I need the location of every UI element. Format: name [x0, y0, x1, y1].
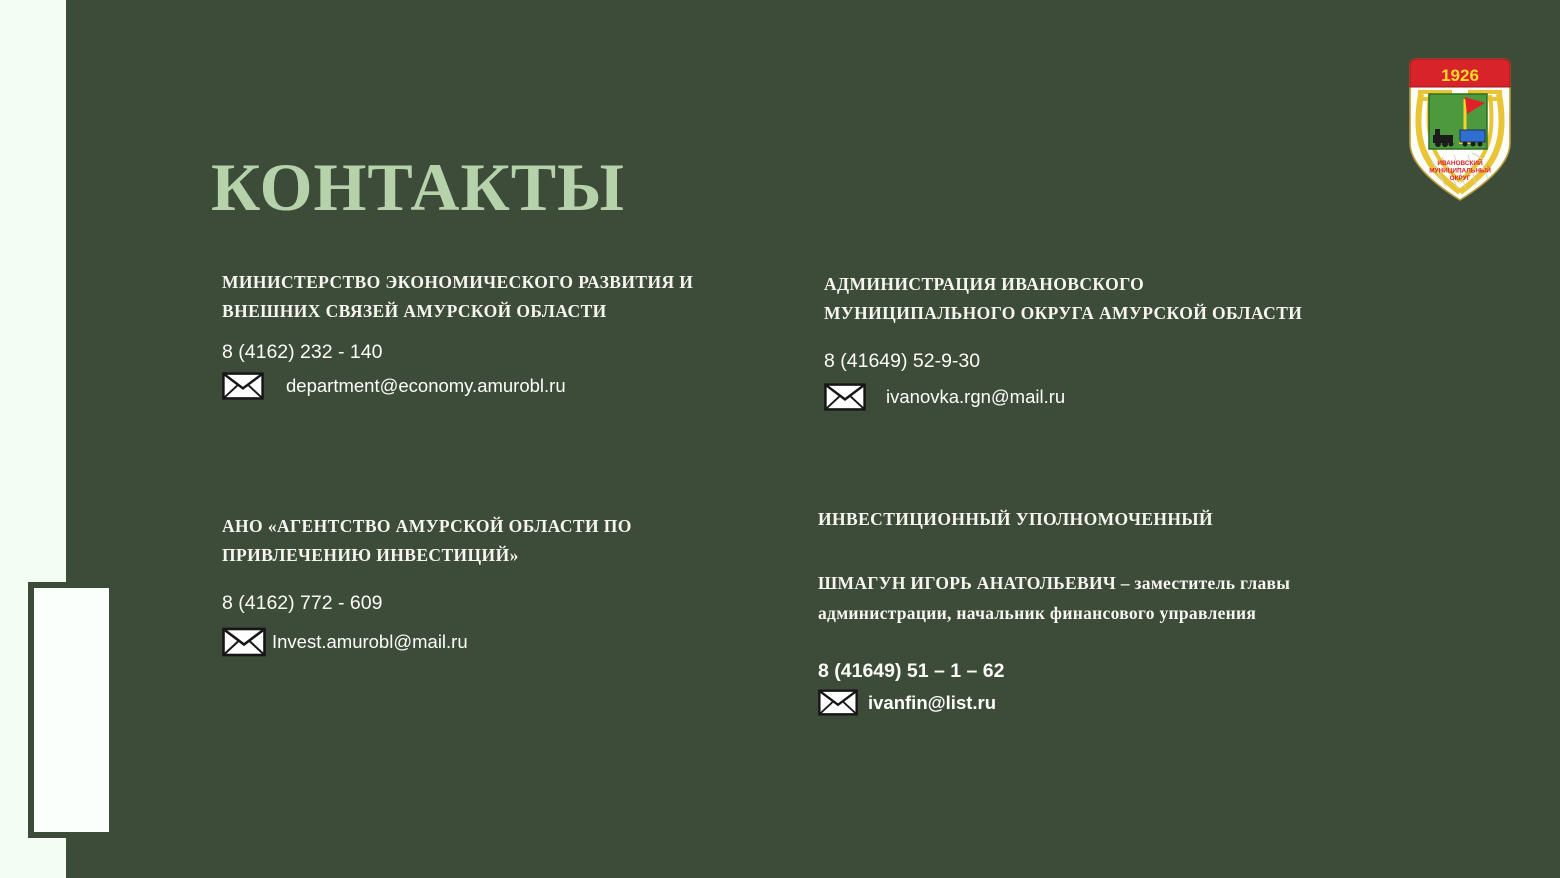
officer-title: ИНВЕСТИЦИОННЫЙ УПОЛНОМОЧЕННЫЙ — [818, 509, 1214, 529]
email-row — [222, 372, 693, 400]
officer-person-line2: администрации, начальник финансового управления — [818, 603, 1257, 623]
email-address: department@economy.amurobl.ru — [286, 375, 566, 396]
organization-name — [222, 268, 693, 326]
organization-name — [222, 512, 632, 570]
organization-name-line2: ВНЕШНИХ СВЯЗЕЙ АМУРСКОЙ ОБЛАСТИ — [222, 301, 607, 321]
emblem-district-line2: МУНИЦИПАЛЬНЫЙ — [1429, 167, 1491, 175]
contact-block-agency — [222, 512, 632, 657]
email-address: Invest.amurobl@mail.ru — [272, 631, 468, 652]
phone-number: 8 (4162) 772 - 609 — [222, 592, 383, 614]
email-row — [818, 689, 1290, 716]
organization-name-line1: АДМИНИСТРАЦИЯ ИВАНОВСКОГО — [824, 274, 1145, 294]
organization-name-line2: ПРИВЛЕЧЕНИЮ ИНВЕСТИЦИЙ» — [222, 545, 519, 565]
contact-block-investment-officer — [818, 505, 1290, 716]
phone-number: 8 (4162) 232 - 140 — [222, 341, 383, 363]
email-address: ivanovka.rgn@mail.ru — [886, 386, 1066, 407]
phone-number: 8 (41649) 52-9-30 — [824, 350, 981, 372]
emblem-year: 1926 — [1441, 66, 1479, 85]
page-title: КОНТАКТЫ — [211, 149, 625, 225]
envelope-icon — [222, 372, 264, 400]
contact-block-ministry — [222, 268, 693, 400]
contact-block-administration — [824, 270, 1302, 411]
emblem-district-line3: ОКРУГ — [1449, 175, 1471, 182]
organization-name — [824, 270, 1302, 328]
officer-person-line1: ШМАГУН ИГОРЬ АНАТОЛЬЕВИЧ – заместитель главы — [818, 573, 1291, 593]
email-row — [222, 627, 632, 657]
email-address: ivanfin@list.ru — [868, 691, 997, 713]
organization-name-line1: АНО «АГЕНТСТВО АМУРСКОЙ ОБЛАСТИ ПО — [222, 516, 632, 536]
coat-of-arms-icon — [1408, 57, 1512, 202]
envelope-icon — [824, 383, 866, 411]
email-row — [824, 383, 1302, 411]
officer-person — [818, 568, 1290, 628]
left-accent-rectangle — [28, 582, 115, 838]
organization-name-line2: МУНИЦИПАЛЬНОГО ОКРУГА АМУРСКОЙ ОБЛАСТИ — [824, 303, 1303, 323]
emblem-district-line1: ИВАНОВСКИЙ — [1437, 160, 1483, 167]
phone-number: 8 (41649) 51 – 1 – 62 — [818, 660, 1005, 682]
envelope-icon — [818, 689, 858, 716]
envelope-icon — [222, 627, 266, 657]
organization-name-line1: МИНИСТЕРСТВО ЭКОНОМИЧЕСКОГО РАЗВИТИЯ И — [222, 272, 694, 292]
coat-of-arms-svg — [1408, 57, 1512, 202]
